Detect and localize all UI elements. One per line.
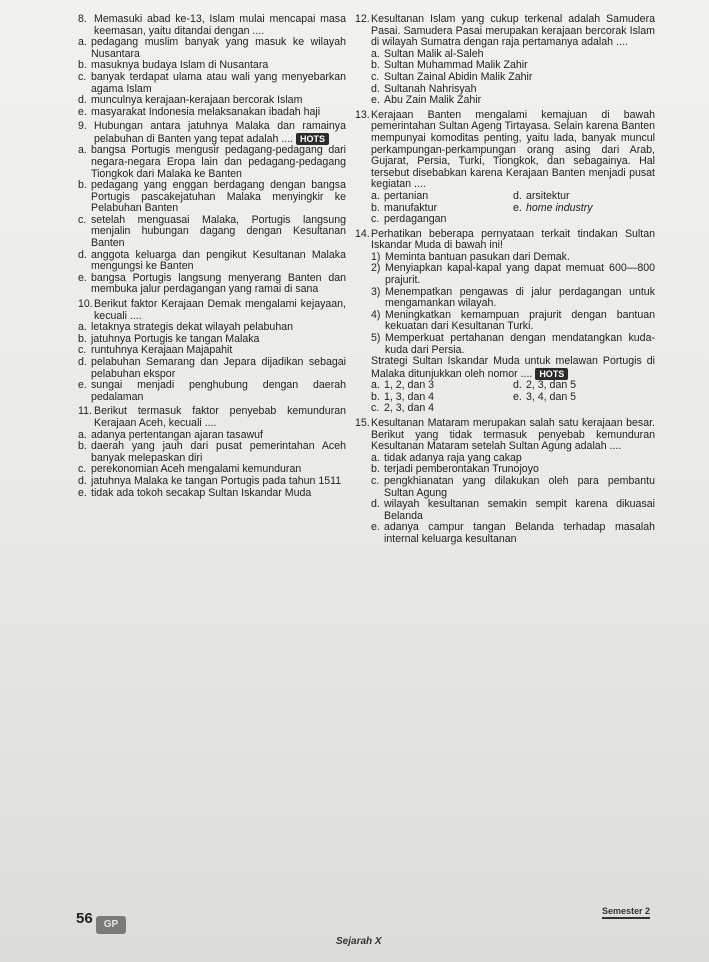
- statement-text: Meningkatkan kemampuan prajurit dengan bantuan kekuatan dari Kesultanan Turki.: [385, 308, 655, 333]
- question-number: 12.: [355, 13, 370, 25]
- answer-option[interactable]: [78, 488, 346, 500]
- option-text: Abu Zain Malik Zahir: [384, 94, 482, 107]
- answer-option[interactable]: [78, 476, 346, 488]
- option-text: bangsa Portugis langsung menyerang Banten dan membuka jalur perdagangan yang ramai di sana: [91, 271, 346, 296]
- answer-option[interactable]: [78, 273, 346, 296]
- question-number: 13.: [355, 108, 370, 121]
- option-text: perekonomian Aceh mengalami kemunduran: [91, 463, 302, 476]
- option-letter: b.: [371, 390, 380, 403]
- page-number: 56: [76, 910, 93, 927]
- question-11: [78, 406, 346, 499]
- statement-item: [355, 333, 655, 356]
- answer-option[interactable]: [513, 203, 655, 215]
- option-letter: a.: [78, 144, 87, 157]
- answer-option[interactable]: [371, 499, 655, 522]
- option-text: 1, 3, dan 4: [384, 390, 435, 403]
- option-text: 3, 4, dan 5: [526, 390, 577, 403]
- option-text: 1, 2, dan 3: [384, 379, 435, 392]
- question-15: [355, 418, 655, 546]
- statement-text: Menempatkan pengawas di jalur perdagangan untuk mengamankan wilayah.: [385, 285, 655, 310]
- option-text: 2, 3, dan 5: [526, 379, 577, 392]
- statement-text: Meminta bantuan pasukan dari Demak.: [385, 250, 570, 263]
- answer-option[interactable]: [371, 403, 513, 415]
- statement-text: Menyiapkan kapal-kapal yang dapat memuat 600—800 prajurit.: [385, 262, 655, 287]
- option-letter: d.: [513, 379, 522, 392]
- answer-option[interactable]: [78, 95, 346, 107]
- question-number: 10.: [78, 298, 93, 311]
- option-text: munculnya kerajaan-kerajaan bercorak Islam: [91, 94, 303, 107]
- question-8: [78, 14, 346, 118]
- option-text: bangsa Portugis mengusir pedagang-pedagang dari negara-negara Eropa lain dan pedagang-pedagang Tiongkok dari Malaka ke Banten: [91, 144, 346, 180]
- statement-number: 5): [371, 332, 381, 345]
- option-text: sungai menjadi penghubung dengan daerah pedalaman: [91, 379, 346, 403]
- option-letter: d.: [78, 94, 87, 107]
- option-letter: a.: [371, 189, 380, 202]
- option-letter: e.: [78, 105, 87, 118]
- option-letter: c.: [371, 213, 380, 226]
- option-letter: a.: [78, 36, 87, 49]
- option-letter: e.: [513, 201, 522, 214]
- option-text: banyak terdapat ulama atau wali yang menyebarkan agama Islam: [91, 70, 346, 95]
- option-letter: c.: [78, 344, 87, 357]
- option-letter: b.: [78, 440, 87, 453]
- option-text: perdagangan: [384, 213, 447, 226]
- option-text: setelah menguasai Malaka, Portugis langsung menjalin hubungan dagang dengan Kesultanan Banten: [91, 213, 346, 250]
- hots-badge: HOTS: [296, 133, 329, 145]
- option-text: masyarakat Indonesia melaksanakan ibadah haji: [91, 105, 321, 118]
- option-text: letaknya strategis dekat wilayah pelabuhan: [91, 321, 294, 334]
- option-letter: d.: [78, 248, 87, 261]
- question-stem: Memasuki abad ke-13, Islam mulai mencapai masa keemasan, yaitu ditandai dengan ....: [94, 13, 346, 37]
- option-text: wilayah kesultanan semakin sempit karena dikuasai Belanda: [384, 498, 655, 522]
- question-13: [355, 110, 655, 226]
- option-letter: c.: [371, 474, 380, 487]
- answer-option[interactable]: [371, 72, 655, 84]
- option-letter: b.: [78, 332, 87, 345]
- question-number: 9.: [78, 120, 87, 133]
- option-text: pelabuhan Semarang dan Jepara dijadikan sebagai pelabuhan ekspor: [91, 356, 346, 380]
- question-stem: Kerajaan Banten mengalami kemajuan di bawah pemerintahan Sultan Ageng Tirtayasa. Selain karena Banten mempunyai komoditas penting, yaitu lada, banyak muncul perkampungan-perkampungan orang asing dari Arab, Gujarat, Persia, Turki, Tiongkok, dan sebagainya. Hal tersebut disebabkan karena Kerajaan Banten menjadi pusat kegiatan ....: [371, 108, 655, 191]
- answer-option[interactable]: [78, 215, 346, 250]
- option-letter: e.: [78, 379, 87, 392]
- answer-option[interactable]: [78, 441, 346, 464]
- option-letter: d.: [513, 189, 522, 202]
- option-letter: c.: [78, 463, 87, 476]
- question-number: 14.: [355, 227, 370, 240]
- option-letter: b.: [78, 59, 87, 72]
- option-text: jatuhnya Malaka ke tangan Portugis pada tahun 1511: [91, 474, 342, 487]
- option-text: tidak adanya raja yang cakap: [384, 451, 522, 464]
- statement-text: Memperkuat pertahanan dengan mendatangkan kuda-kuda dari Persia.: [385, 332, 655, 356]
- question-9: [78, 121, 346, 296]
- option-letter: c.: [78, 213, 87, 226]
- answer-option[interactable]: [78, 180, 346, 215]
- option-letter: a.: [78, 428, 87, 441]
- subject-title: Sejarah X: [336, 936, 382, 947]
- option-text: pertanian: [384, 189, 429, 202]
- left-column: [78, 14, 346, 502]
- option-text: terjadi pemberontakan Trunojoyo: [384, 463, 539, 476]
- option-letter: c.: [371, 402, 380, 415]
- question-10: [78, 299, 346, 403]
- statement-item: [355, 263, 655, 286]
- answer-option[interactable]: [371, 95, 655, 107]
- option-letter: d.: [371, 82, 380, 95]
- option-letter: e.: [371, 521, 380, 534]
- option-letter: c.: [78, 70, 87, 83]
- answer-option[interactable]: [78, 250, 346, 273]
- option-letter: d.: [371, 498, 380, 511]
- answer-option[interactable]: [513, 191, 655, 203]
- question-number: 15.: [355, 416, 370, 429]
- option-text: daerah yang jauh dari pusat pemerintahan Aceh banyak melepaskan diri: [91, 440, 346, 464]
- question-number: 11.: [78, 405, 92, 418]
- statement-number: 2): [371, 262, 381, 275]
- answer-option[interactable]: [78, 107, 346, 119]
- option-letter: a.: [371, 451, 380, 464]
- option-letter: a.: [78, 321, 87, 334]
- semester-label: Semester 2: [602, 906, 650, 919]
- option-letter: d.: [78, 356, 87, 369]
- statement-item: [355, 310, 655, 333]
- statement-number: 3): [371, 285, 381, 298]
- statement-number: 1): [371, 250, 381, 263]
- answer-option[interactable]: [371, 522, 655, 545]
- question-stem: Berikut faktor Kerajaan Demak mengalami kejayaan, kecuali ....: [94, 298, 346, 322]
- answer-option[interactable]: [78, 380, 346, 403]
- option-letter: d.: [78, 474, 87, 487]
- question-14: [355, 229, 655, 415]
- question-stem: Hubungan antara jatuhnya Malaka dan ramainya pelabuhan di Banten yang tepat adalah ....: [94, 120, 346, 145]
- answer-option[interactable]: [513, 392, 655, 404]
- option-text: jatuhnya Portugis ke tangan Malaka: [91, 332, 260, 345]
- option-text: manufaktur: [384, 201, 437, 214]
- right-column: [355, 14, 655, 549]
- option-letter: b.: [78, 179, 87, 192]
- question-tail: Strategi Sultan Iskandar Muda untuk melawan Portugis di Malaka ditunjukkan oleh nomor ....: [371, 355, 655, 380]
- question-stem: Kesultanan Islam yang cukup terkenal adalah Samudera Pasai. Samudera Pasai merupakan kerajaan bercorak Islam di wilayah Sumatra dengan raja pertamanya adalah ....: [371, 13, 655, 49]
- option-text: tidak ada tokoh secakap Sultan Iskandar Muda: [91, 486, 312, 499]
- option-text: Sultan Muhammad Malik Zahir: [384, 59, 528, 72]
- answer-option[interactable]: [371, 476, 655, 499]
- question-12: [355, 14, 655, 107]
- option-text: Sultan Malik al-Saleh: [384, 47, 484, 60]
- option-text: pengkhianatan yang dilakukan oleh para pembantu Sultan Agung: [384, 474, 655, 499]
- option-letter: e.: [78, 486, 87, 499]
- option-letter: e.: [513, 390, 522, 403]
- option-letter: b.: [371, 463, 380, 476]
- option-text: anggota keluarga dan pengikut Kesultanan Malaka mengungsi ke Banten: [91, 248, 346, 273]
- answer-option[interactable]: [78, 145, 346, 180]
- option-text: 2, 3, dan 4: [384, 402, 435, 415]
- answer-option[interactable]: [371, 191, 513, 203]
- option-text: pedagang yang enggan berdagang dengan bangsa Portugis pascakejatuhan Malaka menyingkir ke Pelabuhan Banten: [91, 179, 346, 215]
- option-text: pedagang muslim banyak yang masuk ke wilayah Nusantara: [91, 36, 346, 60]
- option-letter: e.: [371, 94, 380, 107]
- question-number: 8.: [78, 13, 87, 25]
- option-letter: c.: [371, 70, 380, 83]
- option-letter: b.: [371, 59, 380, 72]
- answer-option[interactable]: [78, 357, 346, 380]
- question-stem: Perhatikan beberapa pernyataan terkait tindakan Sultan Iskandar Muda di bawah ini!: [371, 227, 655, 252]
- question-stem: Kesultanan Mataram merupakan salah satu kerajaan besar. Berikut yang tidak termasuk penyebab kemunduran Kesultanan Mataram setelah Sultan Agung adalah ....: [371, 416, 655, 453]
- option-text: Sultan Zainal Abidin Malik Zahir: [384, 70, 533, 83]
- statement-number: 4): [371, 308, 381, 321]
- option-text: arsitektur: [526, 189, 570, 202]
- option-text: adanya campur tangan Belanda terhadap masalah internal keluarga kesultanan: [384, 521, 655, 545]
- option-text: masuknya budaya Islam di Nusantara: [91, 59, 269, 72]
- option-letter: a.: [371, 379, 380, 392]
- option-letter: a.: [371, 47, 380, 60]
- option-text: runtuhnya Kerajaan Majapahit: [91, 344, 233, 357]
- answer-option[interactable]: [78, 37, 346, 60]
- option-letter: b.: [371, 201, 380, 214]
- answer-option[interactable]: [371, 214, 513, 226]
- question-stem: Berikut termasuk faktor penyebab kemunduran Kerajaan Aceh, kecuali ....: [94, 405, 346, 429]
- hots-badge: HOTS: [535, 368, 568, 380]
- statement-item: [355, 287, 655, 310]
- option-text: home industry: [526, 201, 593, 214]
- option-text: adanya pertentangan ajaran tasawuf: [91, 428, 263, 441]
- answer-option[interactable]: [78, 72, 346, 95]
- option-text: Sultanah Nahrisyah: [384, 82, 477, 95]
- publisher-logo: GP: [96, 916, 126, 934]
- option-letter: e.: [78, 271, 87, 284]
